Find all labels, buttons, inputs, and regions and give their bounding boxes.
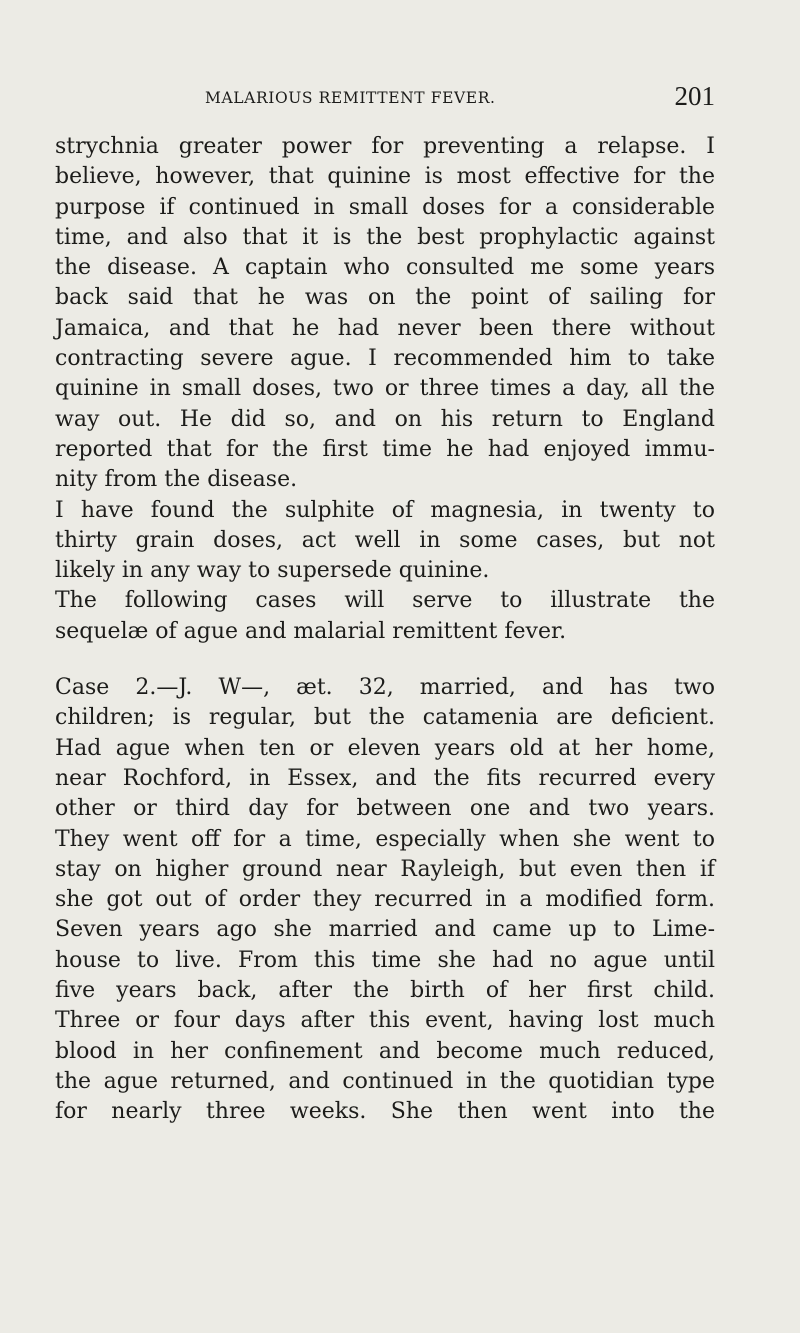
text-line: house to live. From this time she had no ague until — [55, 947, 715, 973]
text-line: Three or four days after this event, having lost much — [55, 1008, 715, 1034]
text-line: time, and also that it is the best prophylactic against — [55, 224, 715, 250]
text-line: strychnia greater power for preventing a relapse. I — [55, 134, 715, 159]
text-line: The following cases will serve to illustrate the — [55, 588, 715, 614]
text-line: near Rochford, in Essex, and the fits recurred every — [55, 765, 715, 791]
text-line: other or third day for between one and two years. — [55, 796, 715, 822]
text-line: blood in her confinement and become much reduced, — [55, 1038, 715, 1064]
text-line: They went off for a time, especially when she went to — [55, 826, 715, 852]
running-head: MALARIOUS REMITTENT FEVER. — [205, 89, 496, 107]
text-line: children; is regular, but the catamenia are deficient. — [55, 705, 715, 731]
text-line: the ague returned, and continued in the quotidian type — [55, 1068, 715, 1094]
text-line: way out. He did so, and on his return to England — [55, 406, 715, 432]
paragraph-gap — [55, 647, 715, 673]
text-line: stay on higher ground near Rayleigh, but even then if — [55, 856, 715, 882]
text-line: nity from the disease. — [55, 467, 298, 493]
page-header — [55, 81, 715, 120]
text-line: Seven years ago she married and came up to Lime- — [55, 917, 715, 943]
text-line: I have found the sulphite of magnesia, in twenty to — [55, 497, 715, 523]
text-line: Jamaica, and that he had never been there without — [55, 315, 715, 341]
text-line: reported that for the first time he had enjoyed immu- — [55, 436, 715, 462]
text-line: five years back, after the birth of her first child. — [55, 978, 715, 1004]
text-line: the disease. A captain who consulted me some years — [55, 255, 715, 281]
text-line: quinine in small doses, two or three times a day, all the — [55, 376, 715, 402]
text-line: Had ague when ten or eleven years old at her home, — [55, 735, 715, 761]
text-line: contracting severe ague. I recommended him to take — [55, 346, 715, 372]
text-line: Case 2.—J. W—, æt. 32, married, and has two — [55, 675, 715, 701]
text-line: for nearly three weeks. She then went into the — [55, 1099, 715, 1125]
body-text — [55, 132, 715, 1128]
text-line: likely in any way to supersede quinine. — [55, 558, 490, 584]
text-line: sequelæ of ague and malarial remittent fever. — [55, 618, 567, 644]
text-line: believe, however, that quinine is most effective for the — [55, 164, 715, 190]
text-line: she got out of order they recurred in a modified form. — [55, 887, 715, 913]
text-line: thirty grain doses, act well in some cases, but not — [55, 527, 715, 553]
page-number: 201 — [674, 81, 715, 111]
text-line: purpose if continued in small doses for a considerable — [55, 194, 715, 220]
text-line: back said that he was on the point of sailing for — [55, 285, 715, 311]
